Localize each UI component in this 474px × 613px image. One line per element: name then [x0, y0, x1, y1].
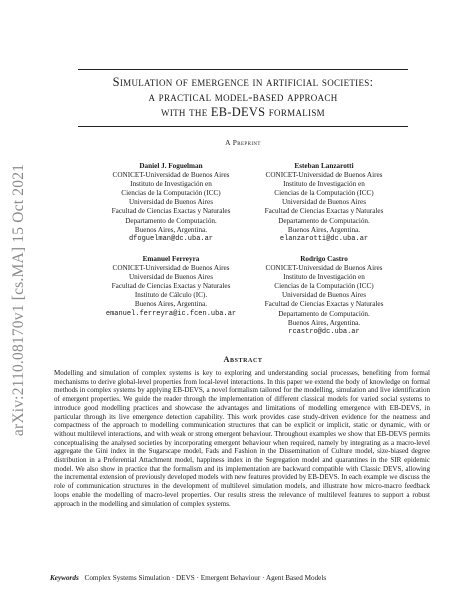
author-affiliation-line: CONICET-Universidad de Buenos Aires [112, 264, 230, 273]
author-affiliation-line: Ciencias de la Computación (ICC) [274, 282, 374, 291]
arxiv-identifier: arXiv:2110.08170v1 [cs.MA] 15 Oct 2021 [10, 163, 27, 437]
author-affiliation-line: Facultad de Ciencias Exactas y Naturales [264, 300, 384, 309]
title-bottom-rule [78, 126, 408, 127]
title-top-rule [78, 69, 408, 70]
author-affiliation-line: Departamento de Computación. [125, 216, 217, 225]
author-affiliation-line: Instituto de Investigación en [130, 180, 212, 189]
author-block-1 [86, 162, 256, 244]
abstract-heading: Abstract [223, 355, 263, 364]
author-affiliation-line: CONICET-Universidad de Buenos Aires [265, 171, 383, 180]
title-line-1: Simulation of emergence in artificial societies: [112, 75, 374, 89]
author-email[interactable]: elanzarotti@dc.uba.ar [279, 234, 369, 243]
author-affiliation-line: Facultad de Ciencias Exactas y Naturales [111, 282, 231, 291]
author-affiliation-line: Buenos Aires, Argentina. [134, 300, 208, 309]
author-name: Esteban Lanzarotti [294, 162, 354, 170]
author-affiliation-line: CONICET-Universidad de Buenos Aires [112, 171, 230, 180]
paper-title [58, 75, 428, 120]
author-email[interactable]: emanuel.ferreyra@ic.fcen.uba.ar [105, 309, 237, 318]
author-affiliation-line: Facultad de Ciencias Exactas y Naturales [111, 207, 231, 216]
title-line-2: a practical model-based approach [148, 90, 338, 104]
author-affiliation-line: Buenos Aires, Argentina. [134, 225, 208, 234]
author-affiliation-line: Universidad de Buenos Aires [128, 198, 214, 207]
arxiv-identifier-sidebar [8, 145, 30, 455]
author-affiliation-line: Instituto de Investigación en [283, 273, 365, 282]
author-email[interactable]: dfoguelman@dc.uba.ar [128, 234, 213, 243]
author-affiliation-line: Universidad de Buenos Aires [281, 291, 367, 300]
keywords-line [50, 574, 440, 582]
author-block-2 [239, 162, 409, 244]
author-affiliation-line: Buenos Aires, Argentina. [287, 318, 361, 327]
keywords-value: Complex Systems Simulation · DEVS · Emergent Behaviour · Agent Based Models [84, 574, 327, 582]
author-affiliation-line: Departamento de Computación. [278, 309, 370, 318]
preprint-label: A Preprint [225, 138, 261, 147]
title-line-3: with the EB-DEVS formalism [161, 105, 325, 119]
author-affiliation-line: CONICET-Universidad de Buenos Aires [265, 264, 383, 273]
author-affiliation-line: Instituto de Cálculo (IC). [134, 291, 208, 300]
author-affiliation-line: Buenos Aires, Argentina. [287, 225, 361, 234]
abstract-body: Modelling and simulation of complex systems is key to exploring and understanding social processes, benefiting from formal mechanisms to derive global-level properties from local-level interactions. In this paper we extend the body of knowledge on formal methods in complex systems by applying EB-DEVS, a novel formalism tailored for the modelling, simulation and live identification of emergent properties. We guide the reader through the implementation of different classical models for varied social systems to introduce good modelling practices and showcase the advantages and limitations of modelling emergence with EB-DEVS, in particular through its live emergence detection capability. This work provides case study-driven evidence for the neatness and compactness of the approach to modelling communication structures that can be explicit or implicit, static or dynamic, with or without multilevel interactions, and with weak or strong emergent behaviour. Throughout examples we show that EB-DEVS permits conceptualising the analysed societies by incorporating emergent behaviour when required, namely by integrating as a macro-level aggregate the Gini index in the Sugarscape model, Fads and Fashion in the Dissemination of Culture model, size-biased degree distribution in a Preferential Attachment model, happiness index in the Segregation model and quarantines in the SIR epidemic model. We also show in practice that the formalism and its implementation are backward compatible with Classic DEVS, allowing the incremental extension of previously developed models with new features provided by EB-DEVS. In each example we discuss the role of communication structures in the development of multilevel simulation models, and illustrate how micro-macro feedback loops enable the modelling of macro-level properties. Our results stress the relevance of multilevel features to support a robust approach in the modelling and simulation of complex systems. [54, 369, 430, 508]
author-affiliation-line: Ciencias de la Computación (ICC) [121, 189, 221, 198]
keywords-label: Keywords [50, 574, 79, 582]
author-name: Emanuel Ferreyra [142, 255, 200, 263]
author-affiliation-line: Instituto de Investigación en [283, 180, 365, 189]
author-affiliation-line: Ciencias de la Computación (ICC) [274, 189, 374, 198]
author-affiliation-line: Universidad de Buenos Aires [281, 198, 367, 207]
author-block-3 [86, 255, 256, 319]
author-affiliation-line: Departamento de Computación. [278, 216, 370, 225]
author-affiliation-line: Universidad de Buenos Aires [128, 273, 214, 282]
author-name: Rodrigo Castro [300, 255, 348, 263]
author-block-4 [239, 255, 409, 337]
author-affiliation-line: Facultad de Ciencias Exactas y Naturales [264, 207, 384, 216]
author-email[interactable]: rcastro@dc.uba.ar [288, 327, 360, 336]
author-name: Daniel J. Foguelman [139, 162, 203, 170]
